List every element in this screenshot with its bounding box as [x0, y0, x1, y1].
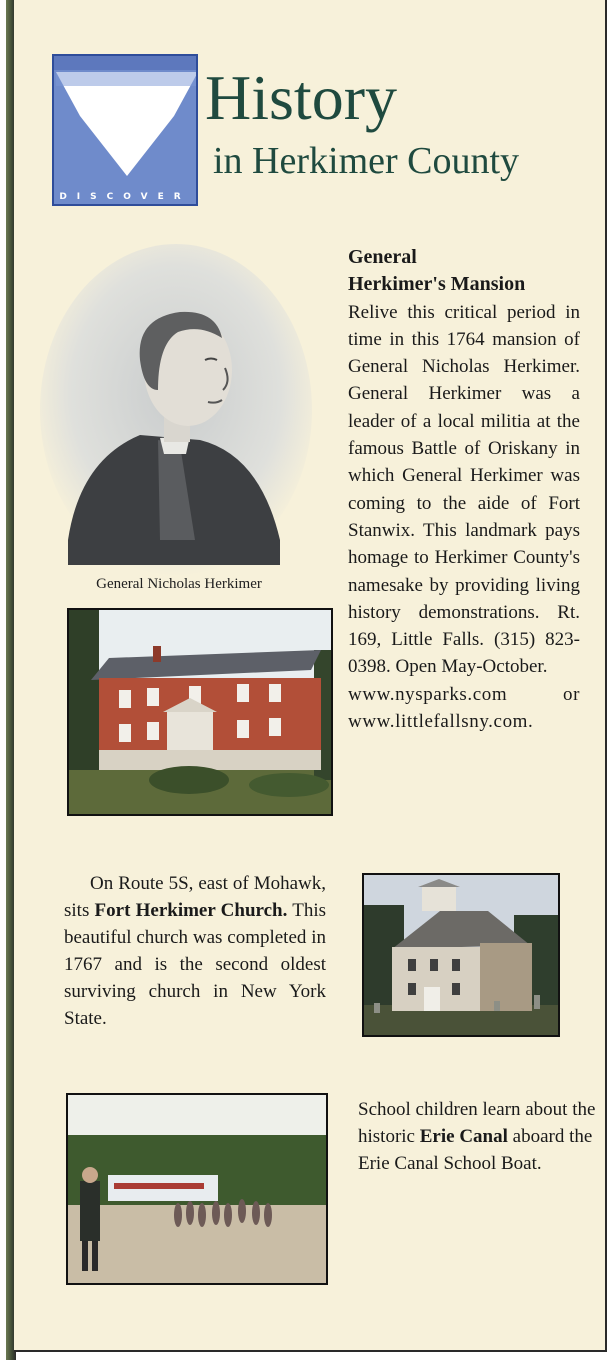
church-name: Fort Herkimer Church.	[94, 900, 288, 921]
logo-label: DISCOVER	[59, 192, 191, 202]
church-text-after: This beautiful church was completed in 1767 and is the second oldest surviving church in New York State.	[64, 900, 326, 1029]
erie-canal-name: Erie Canal	[419, 1126, 508, 1147]
boat-text-after: aboard the Erie Canal School Boat.	[358, 1126, 593, 1174]
mansion-links: www.nysparks.com or www.littlefallsny.com.	[348, 683, 580, 733]
mansion-description	[348, 244, 580, 735]
school-boat-description	[358, 1096, 596, 1177]
church-photo	[362, 873, 560, 1037]
mansion-photo	[67, 608, 333, 816]
boat-text-before: School children learn about the historic	[358, 1099, 596, 1147]
school-boat-photo	[66, 1093, 328, 1285]
mansion-heading-line1: General	[348, 246, 417, 268]
page-subtitle: in Herkimer County	[213, 140, 520, 182]
portrait-caption: General Nicholas Herkimer	[96, 576, 262, 592]
mansion-heading-line2: Herkimer's Mansion	[348, 273, 526, 296]
page-title: History	[205, 62, 397, 133]
herkimer-portrait	[40, 240, 312, 576]
church-text-before: On Route 5S, east of Mohawk, sits	[64, 873, 326, 921]
diamond-icon	[54, 56, 198, 206]
mansion-body: Relive this critical period in time in this 1764 mansion of General Nicholas Herkimer. General Herkimer was a leader of a local militia at the famous Battle of Oriskany in which General Herkimer was coming to the aide of Fort Stanwix. This landmark pays homage to Herkimer County's namesake by providing living history demonstrations. Rt. 169, Little Falls. (315) 823-0398. Open May-October.	[348, 301, 580, 678]
church-description	[64, 870, 326, 1032]
discover-logo	[52, 54, 198, 206]
